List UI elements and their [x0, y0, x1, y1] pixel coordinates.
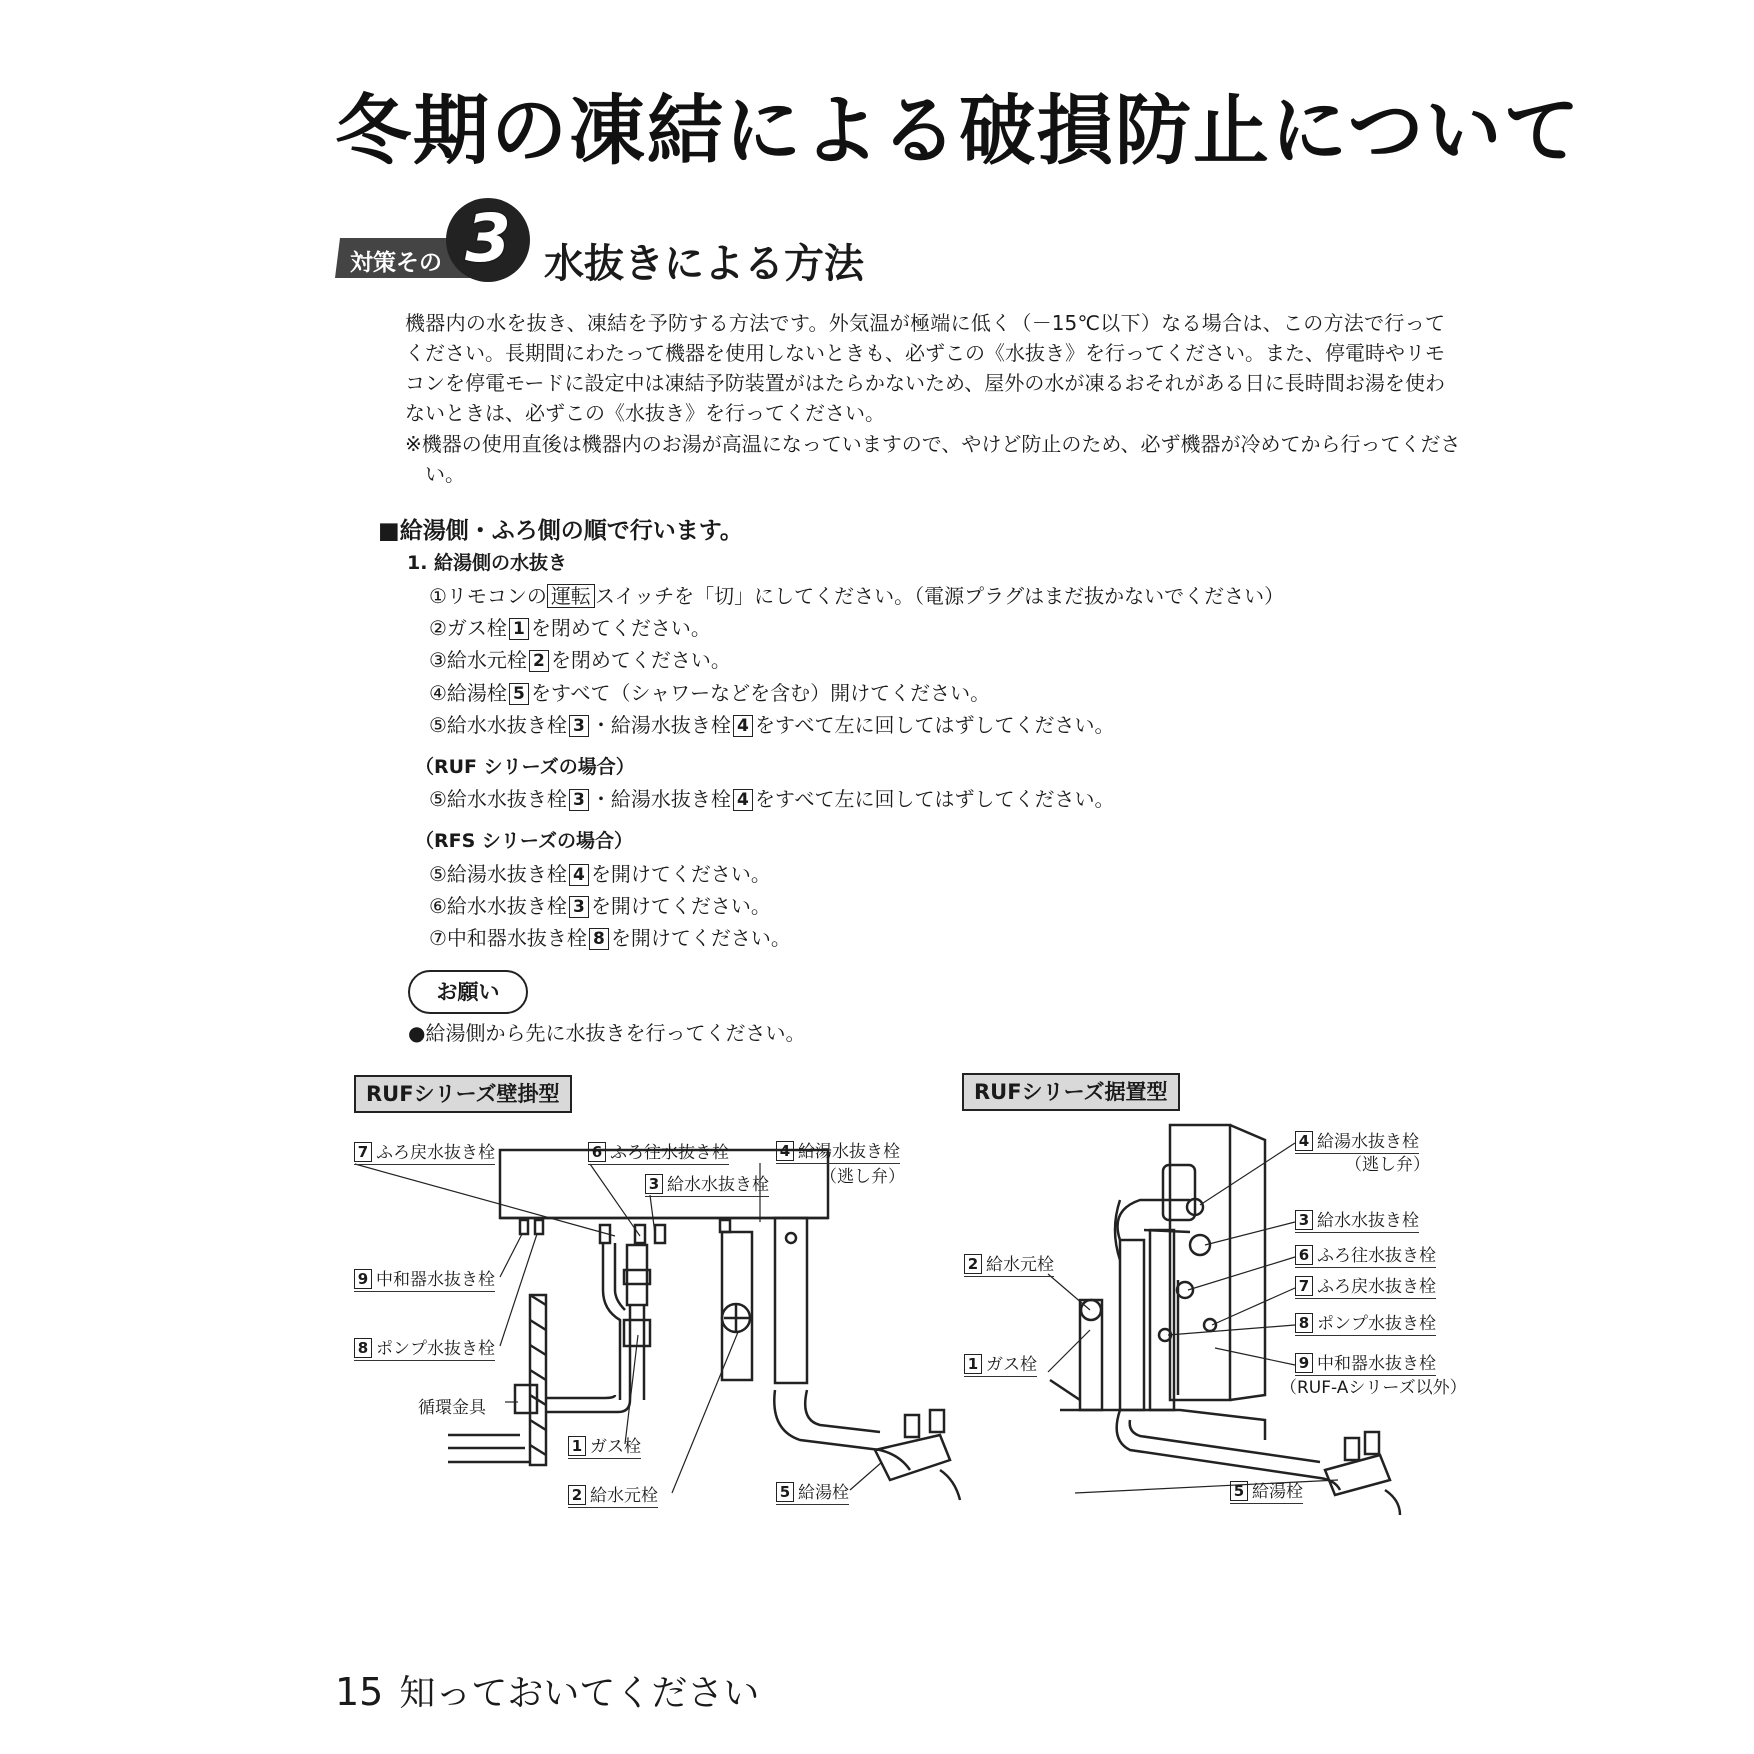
callout-right-5: 5 給湯栓: [1230, 1477, 1303, 1504]
callout-right-9-note: （RUF-Aシリーズ以外）: [1280, 1378, 1467, 1398]
request-label: お願い: [408, 970, 528, 1014]
page-title: 冬期の凍結による破損防止について: [335, 86, 1582, 175]
order-heading: ■給湯側・ふろ側の順で行います。: [378, 518, 743, 544]
callout-right-4-note: （逃し弁）: [1345, 1155, 1430, 1175]
callout-left-7: 7 ふろ戻水抜き栓: [354, 1138, 495, 1165]
intro-paragraph: 機器内の水を抜き、凍結を予防する方法です。外気温が極端に低く（－15℃以下）なる場合は、この方法で行ってください。長期間にわたって機器を使用しないときも、必ずこの《水抜き》を行ってください。また、停電時やリモコンを停電モードに設定中は凍結予防装置がはたらかないため、屋外の水が凍るおそれがある日に長時間お湯を使わないときは、必ずこの《水抜き》を行ってください。: [405, 311, 1445, 425]
number-box: 3: [569, 896, 589, 918]
callout-left-6: 6 ふろ往水抜き栓: [588, 1138, 729, 1165]
footer-section: 知っておいてください: [399, 1673, 760, 1714]
left-diagram-lines: [355, 1150, 960, 1500]
callout-left-5: 5 給湯栓: [776, 1478, 849, 1505]
number-box: 5: [509, 683, 529, 705]
ruf-step-5: ⑤給水水抜き栓 3 ・給湯水抜き栓 4 をすべて左に回してはずしてください。: [429, 787, 1115, 811]
step-1: [429, 580, 1284, 609]
step-text: ①リモコンの: [429, 584, 547, 608]
callout-left-9: 9 中和器水抜き栓: [354, 1265, 495, 1292]
number-box: 3: [569, 789, 589, 811]
callout-right-7: 7 ふろ戻水抜き栓: [1295, 1272, 1436, 1299]
ruf-series-heading: （RUF シリーズの場合）: [415, 756, 635, 778]
page-footer: [335, 1665, 759, 1716]
callout-left-4: 4 給湯水抜き栓: [776, 1137, 900, 1164]
number-box: 3: [569, 715, 589, 737]
number-box: 1: [509, 618, 529, 640]
figure-label-floor-standing: RUFシリーズ据置型: [962, 1073, 1180, 1111]
page-number: 15: [335, 1670, 384, 1714]
callout-right-1: 1 ガス栓: [964, 1350, 1037, 1377]
number-box: 8: [589, 928, 609, 950]
circulation-fitting-label: 循環金具: [418, 1398, 486, 1418]
step-text: スイッチを「切」にしてください。（電源プラグはまだ抜かないでください）: [594, 584, 1285, 608]
rfs-series-heading: （RFS シリーズの場合）: [415, 830, 633, 852]
badge-label: 対策その: [350, 250, 442, 276]
callout-right-8: 8 ポンプ水抜き栓: [1295, 1309, 1436, 1336]
number-box: 4: [733, 789, 753, 811]
callout-right-9: 9 中和器水抜き栓: [1295, 1349, 1436, 1376]
rfs-step-7: ⑦中和器水抜き栓 8 を開けてください。: [429, 926, 791, 950]
number-box: 2: [529, 650, 549, 672]
rfs-step-6: ⑥給水水抜き栓 3 を開けてください。: [429, 894, 771, 918]
step-3: ③給水元栓 2 を閉めてください。: [429, 648, 731, 672]
callout-left-1: 1 ガス栓: [568, 1432, 641, 1459]
callout-left-3: 3 給水水抜き栓: [645, 1170, 769, 1197]
hot-side-heading: 1. 給湯側の水抜き: [407, 552, 568, 574]
step-2: ②ガス栓 1 を閉めてください。: [429, 616, 711, 640]
step-4: ④給湯栓 5 をすべて（シャワーなどを含む）開けてください。: [429, 681, 991, 705]
callout-left-8: 8 ポンプ水抜き栓: [354, 1334, 495, 1361]
number-box: 4: [733, 715, 753, 737]
badge-number: 3: [465, 200, 511, 277]
number-box: 4: [569, 864, 589, 886]
request-bullet: ●給湯側から先に水抜きを行ってください。: [408, 1021, 806, 1045]
callout-right-6: 6 ふろ往水抜き栓: [1295, 1241, 1436, 1268]
caution-note: ※機器の使用直後は機器内のお湯が高温になっていますので、やけど防止のため、必ず機器が冷めてから行ってください。: [405, 432, 1461, 486]
callout-right-4: 4 給湯水抜き栓: [1295, 1127, 1419, 1154]
callout-left-2: 2 給水元栓: [568, 1481, 658, 1508]
rfs-step-5: ⑤給湯水抜き栓 4 を開けてください。: [429, 862, 771, 886]
step-5: ⑤給水水抜き栓 3 ・給湯水抜き栓 4 をすべて左に回してはずしてください。: [429, 713, 1115, 737]
section-title: 水抜きによる方法: [544, 241, 864, 287]
callout-right-2: 2 給水元栓: [964, 1250, 1054, 1277]
run-switch-key: 運転: [547, 584, 595, 608]
figure-label-wall-mount: RUFシリーズ壁掛型: [354, 1075, 572, 1113]
callout-right-3: 3 給水水抜き栓: [1295, 1206, 1419, 1233]
callout-left-4-note: （逃し弁）: [820, 1167, 905, 1187]
